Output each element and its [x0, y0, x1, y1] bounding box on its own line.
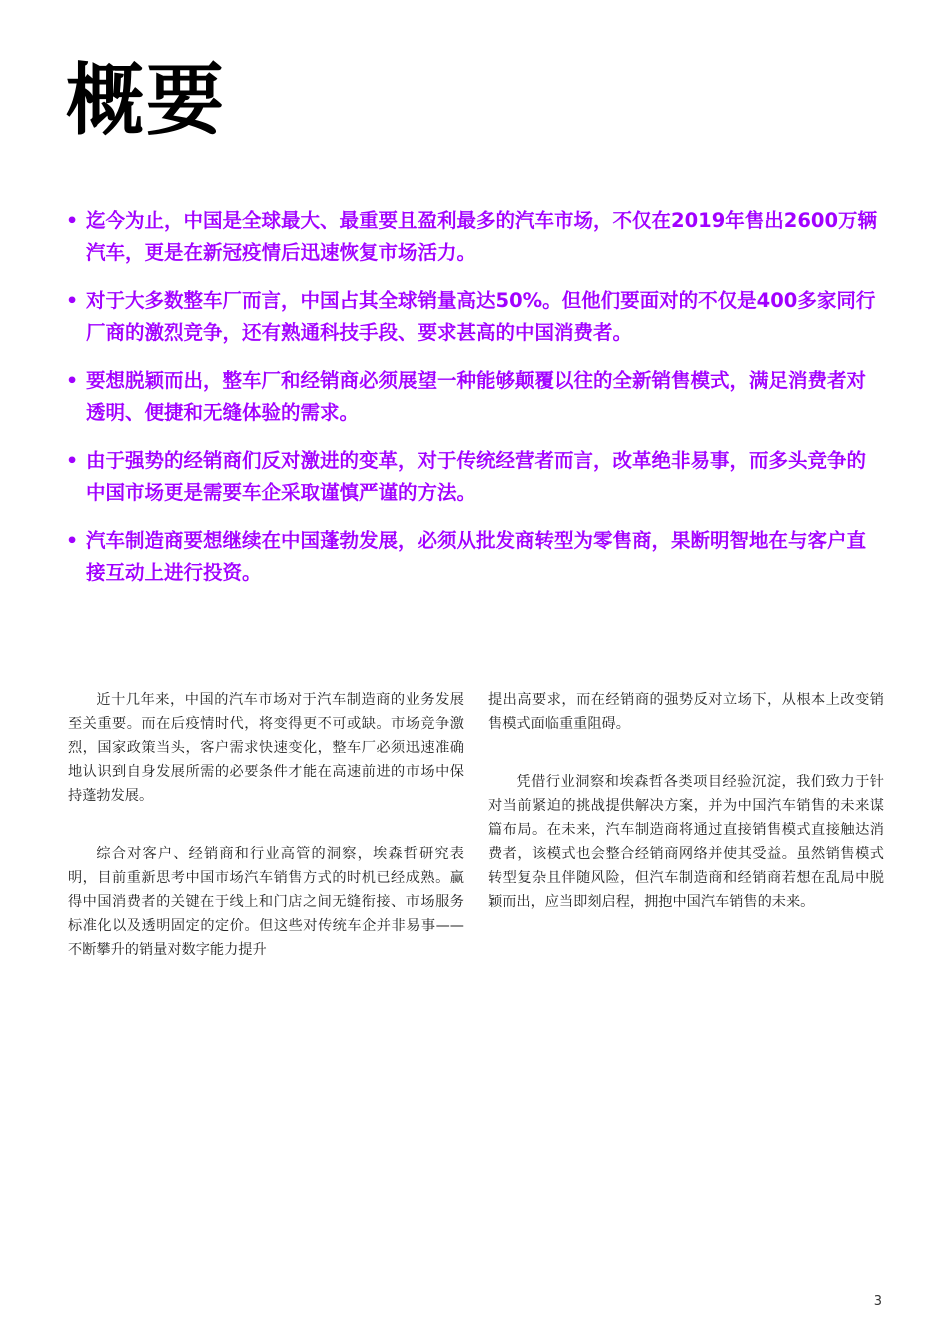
summary-bullet-text: 由于强势的经销商们反对激进的变革，对于传统经营者而言，改革绝非易事，而多头竞争的中国市场更是需要车企采取谨慎严谨的方法。: [86, 449, 867, 504]
summary-bullet-text: 要想脱颖而出，整车厂和经销商必须展望一种能够颠覆以往的全新销售模式，满足消费者对透明、便捷和无缝体验的需求。: [86, 369, 867, 424]
body-paragraph: 凭借行业洞察和埃森哲各类项目经验沉淀，我们致力于针对当前紧迫的挑战提供解决方案，并为中国汽车销售的未来谋篇布局。在未来，汽车制造商将通过直接销售模式直接触达消费者，该模式也会整合经销商网络并使其受益。虽然销售模式转型复杂且伴随风险，但汽车制造商和经销商若想在乱局中脱颖而出，应当即刻启程，拥抱中国汽车销售的未来。: [488, 774, 884, 910]
bullet-dot-icon: •: [66, 530, 79, 552]
summary-bullet-item: [66, 205, 884, 269]
summary-bullet-item: [66, 365, 884, 429]
body-column-right: [488, 688, 884, 996]
summary-bullet-list: [66, 205, 884, 605]
summary-bullet-item: [66, 285, 884, 349]
summary-bullet-text: 汽车制造商要想继续在中国蓬勃发展，必须从批发商转型为零售商，果断明智地在与客户直接互动上进行投资。: [86, 529, 867, 584]
body-column-left: [68, 688, 464, 996]
body-paragraph-continued: 提出高要求，而在经销商的强势反对立场下，从根本上改变销售模式面临重重阻碍。: [488, 692, 884, 732]
summary-bullet-item: [66, 445, 884, 509]
body-paragraph: 近十几年来，中国的汽车市场对于汽车制造商的业务发展至关重要。而在后疫情时代，将变得更不可或缺。市场竞争激烈，国家政策当头，客户需求快速变化，整车厂必须迅速准确地认识到自身发展所需的必要条件才能在高速前进的市场中保持蓬勃发展。: [68, 692, 464, 804]
page-number: 3: [873, 1294, 882, 1309]
page-title: 概要: [66, 56, 227, 146]
bullet-dot-icon: •: [66, 450, 79, 472]
body-paragraph: 综合对客户、经销商和行业高管的洞察，埃森哲研究表明，目前重新思考中国市场汽车销售方式的时机已经成熟。赢得中国消费者的关键在于线上和门店之间无缝衔接、市场服务标准化以及透明固定的定价。但这些对传统车企并非易事——不断攀升的销量对数字能力提升: [68, 846, 464, 958]
bullet-dot-icon: •: [66, 290, 79, 312]
summary-bullet-text: 迄今为止，中国是全球最大、最重要且盈利最多的汽车市场，不仅在2019年售出2600万辆汽车，更是在新冠疫情后迅速恢复市场活力。: [86, 209, 878, 264]
body-columns: [68, 688, 884, 996]
summary-bullet-text: 对于大多数整车厂而言，中国占其全球销量高达50%。但他们要面对的不仅是400多家同行厂商的激烈竞争，还有熟通科技手段、要求甚高的中国消费者。: [86, 289, 876, 344]
bullet-dot-icon: •: [66, 210, 79, 232]
bullet-dot-icon: •: [66, 370, 79, 392]
summary-bullet-item: [66, 525, 884, 589]
